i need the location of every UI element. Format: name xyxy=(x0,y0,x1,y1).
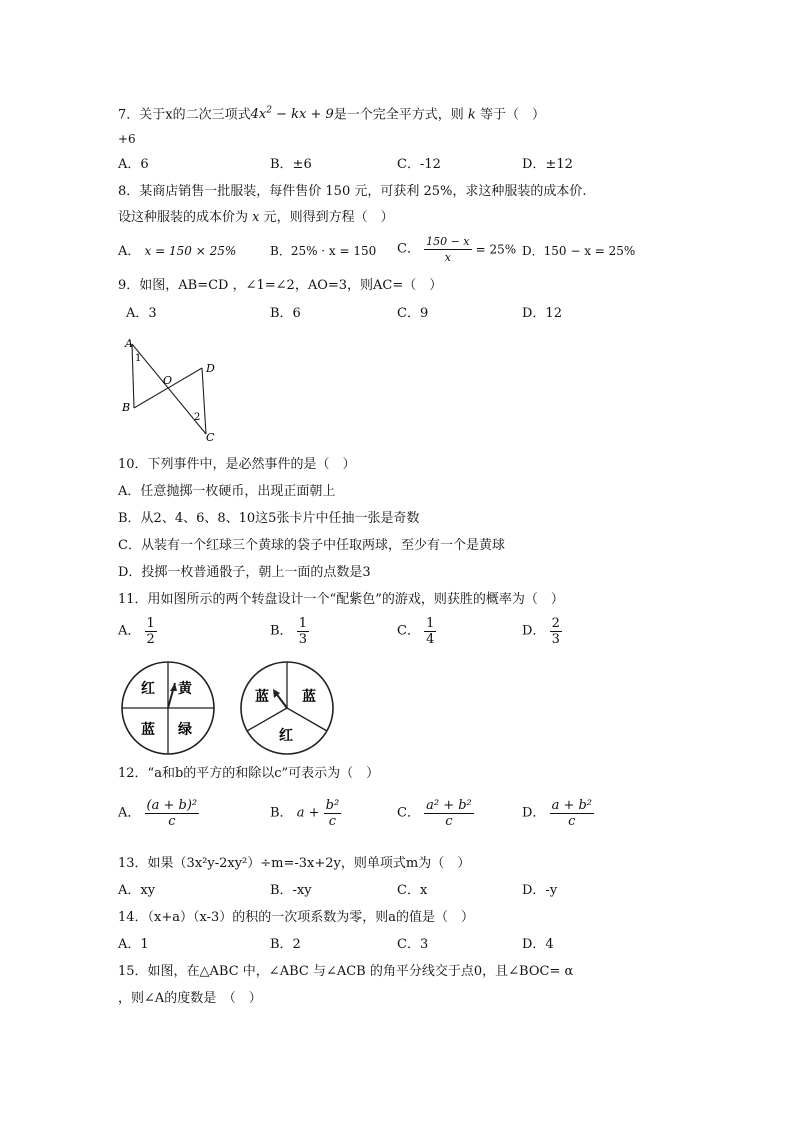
q9-label-a: A xyxy=(125,337,133,350)
q13-option-b: B．-xy xyxy=(270,883,312,898)
q8-option-a xyxy=(118,243,236,260)
q9-label-angle-2: 2 xyxy=(194,412,201,423)
q8-line2-x: x xyxy=(252,210,260,225)
q12-stem: 12．“a和b的平方的和除以c”可表示为（ ） xyxy=(118,766,380,781)
q8-option-c-rest: = 25% xyxy=(475,242,517,257)
q10-option-a: A．任意抛掷一枚硬币，出现正面朝上 xyxy=(118,484,336,499)
q12-option-b-num: b² xyxy=(325,798,340,813)
q7-note: +6 xyxy=(118,132,136,146)
q11-stem: 11．用如图所示的两个转盘设计一个“配紫色”的游戏，则获胜的概率为（ ） xyxy=(118,592,564,607)
q9-option-d: D．12 xyxy=(522,306,562,321)
q9-segment-dc xyxy=(202,368,206,434)
q12-option-d-fraction xyxy=(550,798,594,829)
q12-option-c-letter: C． xyxy=(397,805,420,821)
q12-option-a-num: (a + b)² xyxy=(146,798,198,813)
q7-option-c: C．-12 xyxy=(397,157,441,172)
q15-line2: ，则∠A的度数是 （ ） xyxy=(118,991,262,1006)
q10-option-b: B．从2、4、6、8、10这5张卡片中任抽一张是奇数 xyxy=(118,511,420,526)
spinner-1-sector-red: 红 xyxy=(141,681,155,697)
q8-option-b: B．25% · x = 150 xyxy=(270,244,377,258)
spinner-1 xyxy=(120,660,216,756)
q11-option-d-fraction xyxy=(550,616,562,647)
q9-label-b: B xyxy=(122,401,131,414)
q9-label-c: C xyxy=(206,431,215,444)
q7-stem xyxy=(118,103,545,123)
q7-stem-text-a: 7．关于x的二次三项式 xyxy=(118,107,251,123)
q8-line2 xyxy=(118,210,394,226)
q8-option-c-fraction xyxy=(424,234,471,265)
q10-option-d: D．投掷一枚普通骰子，朝上一面的点数是3 xyxy=(118,565,371,580)
q12-option-b-letter: B． xyxy=(270,805,293,821)
q15-line1: 15．如图，在△ABC 中，∠ABC 与∠ACB 的角平分线交于点0，且∠BOC= α xyxy=(118,964,574,979)
q12-option-c xyxy=(397,798,474,829)
q9-option-b: B．6 xyxy=(270,306,301,321)
q11-option-c-letter: C． xyxy=(397,623,420,639)
spinner-2-sector-blue-right: 蓝 xyxy=(302,689,316,705)
q11-option-b-num: 1 xyxy=(298,616,307,631)
q11-option-c-num: 1 xyxy=(426,616,435,631)
q12-option-c-num: a² + b² xyxy=(426,798,472,813)
q12-option-d-num: a + b² xyxy=(551,798,593,813)
q9-option-c: C．9 xyxy=(397,306,429,321)
q12-option-a xyxy=(118,798,199,829)
q12-option-d-den: c xyxy=(568,814,576,829)
q12-option-d xyxy=(522,798,594,829)
q13-option-c: C．x xyxy=(397,883,428,898)
q7-k: k xyxy=(467,107,476,123)
q8-line2-a: 设这种服装的成本价为 xyxy=(118,210,249,225)
q7-formula-a: 4x xyxy=(250,107,267,123)
spinner-1-sector-blue: 蓝 xyxy=(141,722,155,738)
q9-option-a: A．3 xyxy=(126,306,157,321)
q11-option-a xyxy=(118,616,157,647)
q8-option-c xyxy=(397,234,516,265)
q12-option-b-fraction xyxy=(324,798,342,829)
q13-option-d: D．-y xyxy=(522,883,558,898)
q8-line2-b: 元，则得到方程（ ） xyxy=(263,210,394,225)
q12-option-b xyxy=(270,798,341,829)
q11-option-c-fraction xyxy=(424,616,436,647)
q7-option-a: A．6 xyxy=(118,157,149,172)
spinner-1-sector-green: 绿 xyxy=(178,722,192,738)
q11-option-a-fraction xyxy=(145,616,157,647)
q8-option-c-letter: C． xyxy=(397,241,420,257)
q9-stem: 9．如图，AB=CD ，∠1=∠2，AO=3，则AC=（ ） xyxy=(118,278,443,293)
q7-stem-text-b: 是一个完全平方式，则 xyxy=(333,107,464,123)
q10-stem: 10．下列事件中，是必然事件的是（ ） xyxy=(118,457,356,472)
q14-option-c: C．3 xyxy=(397,937,429,952)
q11-option-d-letter: D． xyxy=(522,623,546,639)
q12-option-b-den: c xyxy=(328,814,337,829)
q12-option-c-fraction xyxy=(424,798,474,829)
q7-formula-sup: 2 xyxy=(266,106,272,116)
q11-option-d-num: 2 xyxy=(551,616,560,631)
q8-option-a-letter: A． xyxy=(118,244,141,259)
q9-label-o: O xyxy=(163,374,173,387)
spinner-1-sector-yellow: 黄 xyxy=(178,681,192,697)
q8-option-c-den: x xyxy=(444,251,451,264)
q12-option-a-letter: A． xyxy=(118,805,141,821)
q9-segment-ab xyxy=(132,344,134,408)
q12-option-a-fraction xyxy=(145,798,200,829)
q11-option-d-den: 3 xyxy=(551,632,560,647)
q7-formula-b: − kx + 9 xyxy=(271,107,334,123)
q12-option-d-letter: D． xyxy=(522,805,546,821)
q11-option-b xyxy=(270,616,309,647)
q8-line1: 8．某商店销售一批服装，每件售价 150 元，可获利 25%，求这种服装的成本价. xyxy=(118,184,587,199)
q11-option-d xyxy=(522,616,562,647)
q11-option-c-den: 4 xyxy=(426,632,435,647)
q11-option-b-fraction xyxy=(297,616,309,647)
q12-option-a-den: c xyxy=(168,814,176,829)
q9-label-angle-1: 1 xyxy=(135,353,142,364)
q14-option-a: A．1 xyxy=(118,937,149,952)
q14-stem: 14．（x+a）（x-3）的积的一次项系数为零，则a的值是（ ） xyxy=(118,910,475,925)
q8-option-a-expr: x = 150 × 25% xyxy=(144,244,237,258)
q11-option-b-den: 3 xyxy=(298,632,307,647)
q7-option-b: B．±6 xyxy=(270,157,312,172)
spinner-2 xyxy=(239,660,335,756)
q9-label-d: D xyxy=(206,362,215,375)
q7-formula xyxy=(251,107,334,122)
q12-option-b-prefix: a + xyxy=(296,805,320,821)
q7-stem-text-c: 等于（ ） xyxy=(479,107,545,123)
q14-option-b: B．2 xyxy=(270,937,301,952)
spinner-2-sector-red: 红 xyxy=(279,728,293,744)
q7-option-d: D．±12 xyxy=(522,157,573,172)
q8-option-c-num: 150 − x xyxy=(426,235,470,248)
spinner-2-sector-blue-left: 蓝 xyxy=(255,689,269,705)
q11-option-a-den: 2 xyxy=(146,632,155,647)
q11-option-b-letter: B． xyxy=(270,623,293,639)
q9-figure xyxy=(118,334,228,446)
q13-option-a: A．xy xyxy=(118,883,156,898)
q11-option-a-letter: A． xyxy=(118,623,141,639)
q13-stem: 13．如果（3x²y-2xy²）÷m=-3x+2y，则单项式m为（ ） xyxy=(118,856,471,871)
q8-option-d: D．150 − x = 25% xyxy=(522,244,636,258)
q12-option-c-den: c xyxy=(445,814,453,829)
q14-option-d: D．4 xyxy=(522,937,554,952)
q10-option-c: C．从装有一个红球三个黄球的袋子中任取两球，至少有一个是黄球 xyxy=(118,538,505,553)
q11-option-c xyxy=(397,616,436,647)
q11-option-a-num: 1 xyxy=(146,616,155,631)
